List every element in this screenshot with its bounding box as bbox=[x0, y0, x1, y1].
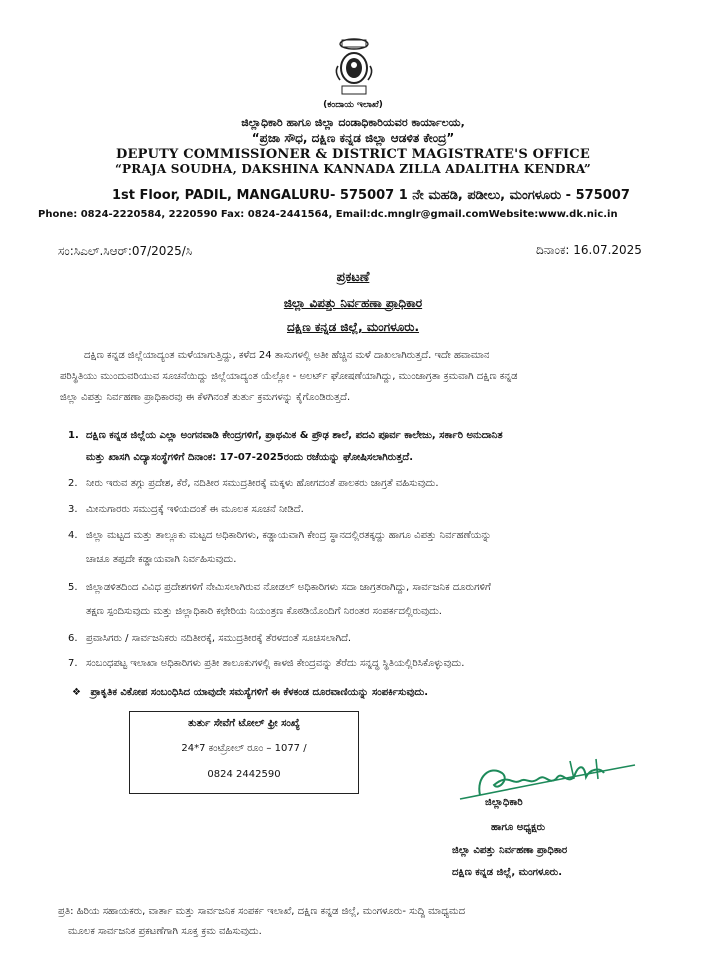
item-text: ಮೀನುಗಾರರು ಸಮುದ್ರಕ್ಕೆ ಇಳಿಯದಂತೆ ಈ ಮೂಲಕ ಸೂಚನೆ ನೀಡಿದೆ. bbox=[86, 504, 304, 515]
place-title: ದಕ್ಷಿಣ ಕನ್ನಡ ಜಿಲ್ಲೆ, ಮಂಗಳೂರು. bbox=[286, 320, 420, 334]
office-address: 1st Floor, PADIL, MANGALURU- 575007 1 ನೇ ಮಹಡಿ, ಪಡೀಲು, ಮಂಗಳೂರು - 575007 bbox=[112, 188, 630, 203]
intro-line-2: ಪರಿಸ್ಥಿತಿಯು ಮುಂದುವರಿಯುವ ಸೂಚನೆಯಿದ್ದು ಜಿಲ್ಲೆಯಾದ್ಯಂತ ಯೆಲ್ಲೋ - ಅಲರ್ಟ್ ಘೋಷಣೆಯಾಗಿದ್ದು, ಮುಂಜಾಗ್ರತಾ ಕ್ರಮವಾಗಿ ದಕ್ಷಿಣ ಕನ್ನಡ bbox=[60, 371, 518, 382]
item-text: ಜಿಲ್ಲಾ ಮಟ್ಟದ ಮತ್ತು ತಾಲ್ಲೂಕು ಮಟ್ಟದ ಅಧಿಕಾರಿಗಳು, ಕಡ್ಡಾಯವಾಗಿ ಕೇಂದ್ರ ಸ್ಥಾನದಲ್ಲಿರತಕ್ಕದ್ದು ಹಾಗೂ ವಿಪತ್ತು ನಿರ್ವಹಣೆಯನ್ನು bbox=[86, 530, 492, 541]
office-name-kannada: ಜಿಲ್ಲಾಧಿಕಾರಿ ಹಾಗೂ ಜಿಲ್ಲಾ ದಂಡಾಧಿಕಾರಿಯವರ ಕಾರ್ಯಾಲಯ, bbox=[241, 116, 465, 129]
authority-title: ಜಿಲ್ಲಾ ವಿಪತ್ತು ನಿರ್ವಹಣಾ ಪ್ರಾಧಿಕಾರ bbox=[283, 296, 423, 310]
item-number: 4. bbox=[68, 530, 78, 541]
intro-line-1: ದಕ್ಷಿಣ ಕನ್ನಡ ಜಿಲ್ಲೆಯಾದ್ಯಂತ ಮಳೆಯಾಗುತ್ತಿದ್ದು, ಕಳೆದ 24 ತಾಸುಗಳಲ್ಲಿ ಅತೀ ಹೆಚ್ಚಿನ ಮಳೆ ದಾಖಲಾಗಿರುತ್ತದೆ. ಇದೇ ಹವಾಮಾನ bbox=[84, 350, 490, 361]
copy-to-line-2: ಮೂಲಕ ಸಾರ್ವಜನಿಕ ಪ್ರಕಟಣೆಗಾಗಿ ಸೂಕ್ತ ಕ್ರಮ ವಹಿಸುವುದು. bbox=[68, 926, 262, 937]
item-text: ತಕ್ಷಣ ಸ್ಪಂದಿಸುವುದು ಮತ್ತು ಜಿಲ್ಲಾಧಿಕಾರಿ ಕಛೇರಿಯ ನಿಯಂತ್ರಣ ಕೊಠಡಿಯೊಂದಿಗೆ ನಿರಂತರ ಸಂಪರ್ಕದಲ್ಲಿರುವುದು. bbox=[86, 606, 442, 617]
helpline-title: ತುರ್ತು ಸೇವೆಗೆ ಟೋಲ್ ಫ್ರೀ ಸಂಖ್ಯೆ bbox=[188, 718, 300, 729]
helpline-phone: 0824 2442590 bbox=[207, 769, 281, 780]
diamond-bullet-icon: ❖ bbox=[72, 687, 81, 698]
signature-icon bbox=[450, 755, 640, 803]
item-text: ಜಿಲ್ಲಾಡಳಿತದಿಂದ ವಿವಿಧ ಪ್ರದೇಶಗಳಿಗೆ ನೇಮಿಸಲಾಗಿರುವ ನೋಡಲ್ ಅಧಿಕಾರಿಗಳು ಸದಾ ಜಾಗ್ರತರಾಗಿದ್ದು, ಸಾರ್ವಜನಿಕ ದೂರುಗಳಿಗೆ bbox=[86, 582, 491, 593]
item-number: 5. bbox=[68, 582, 78, 593]
signatory-role: ಜಿಲ್ಲಾಧಿಕಾರಿ bbox=[485, 797, 523, 808]
item-number: 6. bbox=[68, 633, 78, 644]
bullet-note bbox=[72, 687, 428, 698]
item-number: 2. bbox=[68, 478, 78, 489]
office-name-english: DEPUTY COMMISSIONER & DISTRICT MAGISTRATE'S OFFICE bbox=[116, 147, 590, 162]
karnataka-government-emblem-icon bbox=[330, 32, 378, 98]
copy-to-line-1: ಪ್ರತಿ: ಹಿರಿಯ ಸಹಾಯಕರು, ವಾರ್ತಾ ಮತ್ತು ಸಾರ್ವಜನಿಕ ಸಂಪರ್ಕ ಇಲಾಖೆ, ದಕ್ಷಿಣ ಕನ್ನಡ ಜಿಲ್ಲೆ, ಮಂಗಳೂರು- ಸುದ್ದಿ ಮಾಧ್ಯಮದ bbox=[58, 906, 466, 917]
signatory-place: ದಕ್ಷಿಣ ಕನ್ನಡ ಜಿಲ್ಲೆ, ಮಂಗಳೂರು. bbox=[452, 867, 563, 878]
bullet-note-text: ಪ್ರಾಕೃತಿಕ ವಿಕೋಪ ಸಂಬಂಧಿಸಿದ ಯಾವುದೇ ಸಮಸ್ಯೆಗಳಿಗೆ ಈ ಕೆಳಕಂಡ ದೂರವಾಣಿಯನ್ನು ಸಂಪರ್ಕಿಸುವುದು. bbox=[90, 687, 429, 698]
helpline-control-room: 24*7 ಕಂಟ್ರೋಲ್ ರೂಂ – 1077 / bbox=[181, 743, 307, 754]
department-tag: (ಕಂದಾಯ ಇಲಾಖೆ) bbox=[323, 100, 383, 110]
item-number: 1. bbox=[68, 430, 79, 441]
item-text: ಮತ್ತು ಖಾಸಗಿ ವಿದ್ಯಾಸಂಸ್ಥೆಗಳಿಗೆ ದಿನಾಂಕ: 17-07-2025ರಂದು ರಜೆಯನ್ನು ಘೋಷಿಸಲಾಗಿರುತ್ತದೆ. bbox=[86, 452, 414, 463]
item-number: 7. bbox=[68, 658, 78, 669]
building-name-kannada: “ಪ್ರಜಾ ಸೌಧ, ದಕ್ಷಿಣ ಕನ್ನಡ ಜಿಲ್ಲಾ ಆಡಳಿತ ಕೇಂದ್ರ” bbox=[251, 131, 455, 145]
item-text: ಸಂಬಂಧಪಟ್ಟ ಇಲಾಖಾ ಅಧಿಕಾರಿಗಳು ಪ್ರತೀ ತಾಲೂಕುಗಳಲ್ಲಿ ಕಾಳಜಿ ಕೇಂದ್ರವನ್ನು ತೆರೆದು ಸನ್ನದ್ಧ ಸ್ಥಿತಿಯಲ್ಲಿರಿಸಿಕೊಳ್ಳುವುದು. bbox=[86, 658, 465, 669]
document-date: ದಿನಾಂಕ: 16.07.2025 bbox=[536, 243, 642, 257]
reference-number: ಸಂ:ಸಿಎಲ್.ಸಿಆರ್:07/2025/ಸಿ bbox=[58, 244, 193, 258]
item-text: ನೀರು ಇರುವ ತಗ್ಗು ಪ್ರದೇಶ, ಕೆರೆ, ನದಿತೀರ ಸಮುದ್ರತೀರಕ್ಕೆ ಮಕ್ಕಳು ಹೋಗದಂತೆ ಪಾಲಕರು ಜಾಗ್ರತೆ ವಹಿಸುವುದು. bbox=[86, 478, 439, 489]
helpline-box bbox=[129, 711, 359, 794]
signatory-and: ಹಾಗೂ ಅಧ್ಯಕ್ಷರು bbox=[491, 822, 546, 833]
building-name-english: “PRAJA SOUDHA, DAKSHINA KANNADA ZILLA ADALITHA KENDRA” bbox=[114, 162, 592, 176]
notice-title: ಪ್ರಕಟಣೆ bbox=[336, 270, 370, 285]
item-text: ದಕ್ಷಿಣ ಕನ್ನಡ ಜಿಲ್ಲೆಯ ಎಲ್ಲಾ ಅಂಗನವಾಡಿ ಕೇಂದ್ರಗಳಿಗೆ, ಪ್ರಾಥಮಿಕ & ಪ್ರೌಢ ಶಾಲೆ, ಪದವಿ ಪೂರ್ವ ಕಾಲೇಜು, ಸರ್ಕಾರಿ ಅನುದಾನಿತ bbox=[86, 430, 503, 441]
signatory-authority: ಜಿಲ್ಲಾ ವಿಪತ್ತು ನಿರ್ವಹಣಾ ಪ್ರಾಧಿಕಾರ bbox=[452, 845, 568, 856]
item-text: ಚಾಚೂ ತಪ್ಪದೇ ಕಡ್ಡಾಯವಾಗಿ ನಿರ್ವಹಿಸುವುದು. bbox=[86, 554, 237, 565]
item-text: ಪ್ರವಾಸಿಗರು / ಸಾರ್ವಜನಿಕರು ನದಿತೀರಕ್ಕೆ, ಸಮುದ್ರತೀರಕ್ಕೆ ತೆರಳದಂತೆ ಸೂಚಿಸಲಾಗಿದೆ. bbox=[86, 633, 352, 644]
contact-details: Phone: 0824-2220584, 2220590 Fax: 0824-2441564, Email:dc.mnglr@gmail.comWebsite:www.dk.nic.in bbox=[38, 209, 618, 220]
item-number: 3. bbox=[68, 504, 78, 515]
intro-line-3: ಜಿಲ್ಲಾ ವಿಪತ್ತು ನಿರ್ವಹಣಾ ಪ್ರಾಧಿಕಾರವು ಈ ಕೆಳಗಿನಂತೆ ತುರ್ತು ಕ್ರಮಗಳನ್ನು ಕೈಗೊಂಡಿರುತ್ತದೆ. bbox=[60, 392, 351, 403]
